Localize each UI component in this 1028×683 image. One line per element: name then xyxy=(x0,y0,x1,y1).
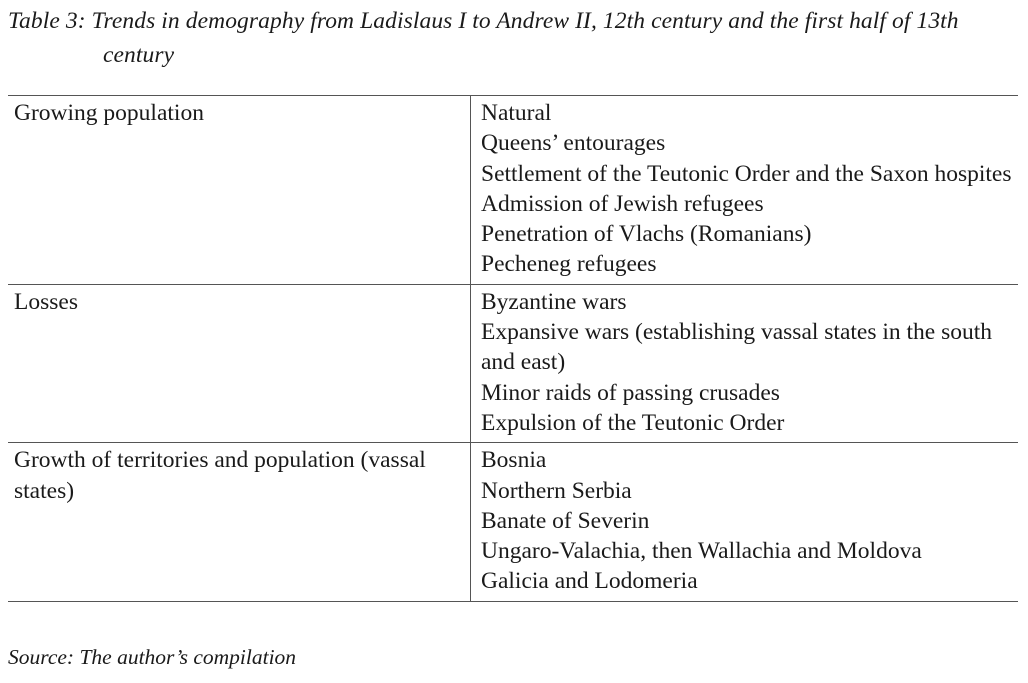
list-item: Settlement of the Teutonic Order and the Saxon hospites xyxy=(481,160,1012,187)
table-row xyxy=(8,96,1018,285)
demography-table xyxy=(8,95,1018,602)
source-note: Source: The author’s compilation xyxy=(8,645,297,669)
list-item: Penetration of Vlachs (Romanians) xyxy=(481,221,812,248)
list-item: Queens’ entourages xyxy=(481,130,666,157)
row-items xyxy=(471,285,1018,442)
row-category: Losses xyxy=(8,285,471,442)
table-row xyxy=(8,285,1018,443)
list-item: Pecheneg refugees xyxy=(481,251,657,278)
list-item: Expulsion of the Teutonic Order xyxy=(481,409,785,436)
list-item: Admission of Jewish refugees xyxy=(481,190,764,217)
list-item: Northern Serbia xyxy=(481,477,632,504)
table-row xyxy=(8,443,1018,601)
list-item: Ungaro-Valachia, then Wallachia and Moldova xyxy=(481,538,922,565)
list-item: Banate of Severin xyxy=(481,507,650,534)
list-item: Expansive wars (establishing vassal states in the south and east) xyxy=(481,319,993,376)
row-items xyxy=(471,96,1018,284)
list-item: Byzantine wars xyxy=(481,288,627,315)
list-item: Bosnia xyxy=(481,447,547,474)
list-item: Minor raids of passing crusades xyxy=(481,379,780,406)
table-caption: Table 3: Trends in demography from Ladislaus I to Andrew II, 12th century and the first half of 13th century xyxy=(8,8,959,68)
list-item: Natural xyxy=(481,100,552,126)
row-category: Growing population xyxy=(8,96,471,284)
row-items xyxy=(471,443,1018,600)
row-category: Growth of territories and population (vassal states) xyxy=(8,443,471,600)
list-item: Galicia and Lodomeria xyxy=(481,568,698,595)
